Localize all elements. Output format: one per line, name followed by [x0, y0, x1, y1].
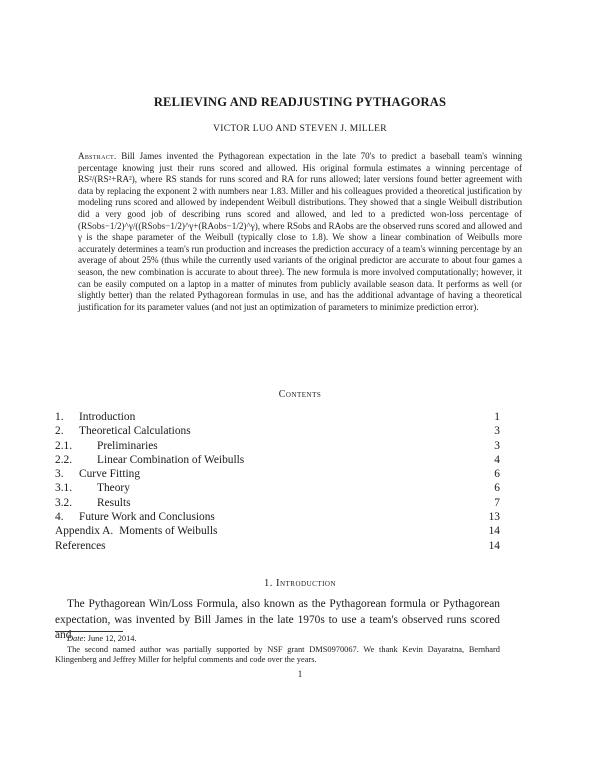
toc-entry[interactable]: [55, 524, 500, 538]
toc-entry-page: 3: [494, 425, 500, 438]
section-heading-introduction: 1. Introduction: [263, 578, 337, 589]
toc-entry[interactable]: [55, 410, 500, 424]
date-value: : June 12, 2014.: [83, 634, 137, 643]
toc-entry-title: Theory: [97, 482, 130, 495]
toc-entry-number: 2.: [55, 425, 64, 438]
toc-entry-page: 3: [494, 439, 500, 452]
toc-entry-number: 2.2.: [55, 453, 73, 466]
toc-entry-left: [55, 453, 244, 467]
toc-entry[interactable]: [55, 424, 500, 438]
toc-entry-number: Appendix A.: [55, 525, 114, 538]
toc-entry-title: References: [55, 539, 106, 552]
footnote-date: [55, 634, 500, 645]
toc-entry-number: 2.1.: [55, 439, 73, 452]
toc-entry-left: [55, 496, 131, 510]
toc-entry-page: 13: [488, 511, 500, 524]
toc-entry-title: Preliminaries: [97, 439, 158, 452]
toc-entry-number: 1.: [55, 411, 64, 423]
toc-entry-title: Introduction: [79, 411, 136, 423]
toc-entry-left: [55, 410, 135, 424]
contents-heading: Contents: [278, 389, 322, 400]
toc-entry-left: [55, 524, 217, 538]
toc-entry-number: 3.1.: [55, 482, 73, 495]
toc-entry-left: [55, 510, 215, 524]
author-line: VICTOR LUO AND STEVEN J. MILLER: [213, 124, 387, 134]
toc-entry[interactable]: [55, 496, 500, 510]
toc-entry-page: 7: [494, 496, 500, 509]
date-label: Date: [67, 634, 84, 643]
toc-entry-title: Curve Fitting: [79, 468, 141, 481]
abstract: [78, 151, 522, 313]
footnote-support: The second named author was partially supported by NSF grant DMS0970067. We thank Kevin Dayaratna, Bernhard Klingenberg and Jeffrey Miller for helpful comments and code over the years.: [55, 644, 500, 665]
toc-entry-number: 3.: [55, 468, 64, 481]
abstract-text: Bill James invented the Pythagorean expectation in the late 70's to predict a baseball team's winning percentage knowing just their runs scored and allowed. His original formula estimates a winning percentage of RS²/(RS²+RA²), where RS stands for runs scored and RA for runs allowed; later versions found better agreement with data by replacing the exponent 2 with numbers near 1.83. Miller and his colleagues provided a theoretical justification by modeling runs scored and allowed by independent Weibull distributions. They showed that a single Weibull distribution did a very good job of describing runs scored and allowed, and led to a predicted won-loss percentage of (RSobs−1/2)^γ/((RSobs−1/2)^γ+(RAobs−1/2)^γ), where RSobs and RAobs are the observed runs scored and allowed and γ is the shape parameter of the Weibull (typically close to 1.8). We show a linear combination of Weibulls more accurately determines a team's run production and increases the prediction accuracy of a team's winning percentage by an average of about 25% (thus while the currently used variants of the original predictor are accurate to about four games a season, the new combination is accurate to about three). The new formula is more involved computationally; however, it can be easily computed on a laptop in a matter of minutes from publicly available season data. It performs as well (or slightly better) than the related Pythagorean formulas in use, and has the additional advantage of having a theoretical justification for its parameter values (and not just an optimization of parameters to minimize prediction error).: [78, 151, 522, 312]
toc-entry[interactable]: [55, 439, 500, 453]
toc-entry-left: [55, 539, 106, 553]
toc-entry[interactable]: [55, 453, 500, 467]
introduction-paragraph: The Pythagorean Win/Loss Formula, also known as the Pythagorean formula or Pythagorean expectation, was invented by Bill James in the late 1970s to use a team's observed runs scored and: [55, 598, 500, 641]
table-of-contents: [55, 410, 500, 553]
toc-entry-page: 6: [494, 468, 500, 481]
toc-entry-number: 4.: [55, 511, 64, 524]
toc-entry-left: [55, 481, 130, 495]
toc-entry-left: [55, 424, 191, 438]
toc-entry-number: 3.2.: [55, 496, 73, 509]
toc-entry-title: Linear Combination of Weibulls: [97, 453, 245, 466]
toc-entry-title: Future Work and Conclusions: [79, 511, 215, 524]
toc-entry-page: 14: [488, 539, 500, 552]
toc-entry-page: 14: [488, 525, 500, 538]
abstract-label: Abstract.: [78, 151, 117, 161]
toc-entry-left: [55, 467, 140, 481]
toc-entry[interactable]: [55, 467, 500, 481]
toc-entry-page: 1: [494, 411, 500, 423]
paper-title: RELIEVING AND READJUSTING PYTHAGORAS: [153, 95, 447, 109]
toc-entry[interactable]: [55, 539, 500, 553]
footnote-rule: [55, 631, 123, 632]
toc-entry-title: Results: [97, 496, 131, 509]
toc-entry-page: 4: [494, 453, 500, 466]
toc-entry-left: [55, 439, 158, 453]
footnotes: [55, 634, 500, 666]
toc-entry[interactable]: [55, 481, 500, 495]
toc-entry-title: Theoretical Calculations: [79, 425, 191, 438]
page-number: 1: [297, 669, 303, 679]
toc-entry-title: Moments of Weibulls: [119, 525, 218, 538]
toc-entry[interactable]: [55, 510, 500, 524]
toc-entry-page: 6: [494, 482, 500, 495]
